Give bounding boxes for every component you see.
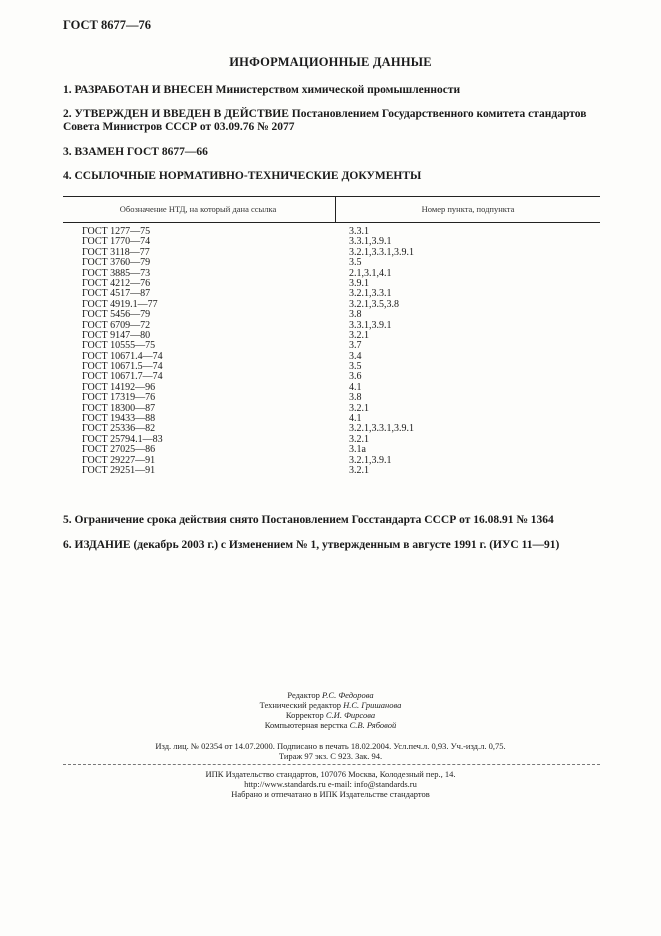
section-number: 6. bbox=[63, 539, 72, 551]
clause-ref: 3.4 bbox=[349, 350, 362, 362]
section-lead: ИЗДАНИЕ bbox=[74, 539, 131, 551]
doc-ref: ГОСТ 10671.7—74 bbox=[82, 371, 163, 383]
publisher-line: http://www.standards.ru e-mail: info@standards.ru bbox=[244, 779, 417, 789]
doc-ref: ГОСТ 3885—73 bbox=[82, 267, 151, 279]
section-lead: РАЗРАБОТАН И ВНЕСЕН bbox=[74, 84, 213, 96]
doc-ref: ГОСТ 17319—76 bbox=[82, 392, 156, 404]
doc-ref: ГОСТ 14192—96 bbox=[82, 381, 156, 393]
doc-ref: ГОСТ 29227—91 bbox=[82, 454, 156, 466]
clause-ref: 3.9.1 bbox=[349, 277, 369, 289]
document-header: ГОСТ 8677—76 bbox=[63, 18, 152, 32]
clause-ref: 3.2.1,3.3.1,3.9.1 bbox=[349, 423, 414, 435]
doc-ref: ГОСТ 19433—88 bbox=[82, 413, 156, 425]
credit-label: Корректор bbox=[285, 710, 324, 720]
clause-ref: 3.2.1 bbox=[349, 402, 369, 414]
clause-ref: 3.8 bbox=[349, 392, 362, 404]
clause-ref: 4.1 bbox=[349, 381, 362, 393]
table-row bbox=[0, 310, 661, 320]
section-4 bbox=[63, 170, 601, 183]
table-top-rule bbox=[63, 196, 600, 197]
doc-ref: ГОСТ 3760—79 bbox=[82, 257, 151, 269]
section-number: 2. bbox=[63, 108, 72, 120]
publisher-info bbox=[0, 769, 661, 799]
doc-ref: ГОСТ 4919.1—77 bbox=[82, 298, 158, 310]
clause-ref: 3.2.1,3.3.1,3.9.1 bbox=[349, 246, 414, 258]
clause-ref: 3.5 bbox=[349, 361, 362, 373]
table-row bbox=[0, 466, 661, 476]
doc-ref: ГОСТ 25336—82 bbox=[82, 423, 156, 435]
clause-ref: 3.5 bbox=[349, 257, 362, 269]
clause-ref: 3.2.1,3.5,3.8 bbox=[349, 298, 399, 310]
table-row bbox=[0, 258, 661, 268]
page-title: ИНФОРМАЦИОННЫЕ ДАННЫЕ bbox=[229, 55, 432, 69]
doc-ref: ГОСТ 3118—77 bbox=[82, 246, 150, 258]
doc-ref: ГОСТ 5456—79 bbox=[82, 309, 151, 321]
doc-ref: ГОСТ 9147—80 bbox=[82, 329, 151, 341]
doc-ref: ГОСТ 10671.4—74 bbox=[82, 350, 163, 362]
clause-ref: 3.2.1,3.3.1 bbox=[349, 288, 392, 300]
reference-table bbox=[0, 227, 661, 476]
section-text: (декабрь 2003 г.) с Изменением № 1, утвержденным в августе 1991 г. (ИУС 11—91) bbox=[133, 539, 560, 551]
section-1 bbox=[63, 84, 601, 97]
doc-ref: ГОСТ 6709—72 bbox=[82, 319, 151, 331]
doc-ref: ГОСТ 10671.5—74 bbox=[82, 361, 163, 373]
clause-ref: 3.2.1 bbox=[349, 433, 369, 445]
section-text: Ограничение срока действия снято Постановлением Госстандарта СССР от 16.08.91 № 1364 bbox=[74, 514, 554, 526]
publication-line: Тираж 97 экз. С 923. Зак. 94. bbox=[278, 751, 383, 761]
credit-name: Н.С. Гришанова bbox=[343, 700, 402, 710]
clause-ref: 3.7 bbox=[349, 340, 362, 352]
publisher-line: Набрано и отпечатано в ИПК Издательстве стандартов bbox=[231, 789, 430, 799]
doc-ref: ГОСТ 25794.1—83 bbox=[82, 433, 163, 445]
doc-ref: ГОСТ 10555—75 bbox=[82, 340, 156, 352]
credit-label: Технический редактор bbox=[259, 700, 341, 710]
section-number: 1. bbox=[63, 84, 72, 96]
table-header-clause: Номер пункта, подпункта bbox=[421, 204, 515, 214]
clause-ref: 3.2.1 bbox=[349, 464, 369, 476]
publication-details bbox=[0, 741, 661, 761]
section-number: 4. bbox=[63, 170, 72, 182]
doc-ref: ГОСТ 27025—86 bbox=[82, 444, 156, 456]
section-lead: УТВЕРЖДЕН И ВВЕДЕН В ДЕЙСТВИЕ bbox=[74, 108, 289, 120]
section-lead: ВЗАМЕН ГОСТ 8677—66 bbox=[74, 146, 208, 158]
doc-ref: ГОСТ 1770—74 bbox=[82, 236, 151, 248]
doc-ref: ГОСТ 4212—76 bbox=[82, 277, 151, 289]
clause-ref: 3.3.1,3.9.1 bbox=[349, 319, 392, 331]
clause-ref: 3.3.1,3.9.1 bbox=[349, 236, 392, 248]
clause-ref: 3.6 bbox=[349, 371, 362, 383]
credit-name: Р.С. Федорова bbox=[321, 690, 374, 700]
section-lead: ССЫЛОЧНЫЕ НОРМАТИВНО-ТЕХНИЧЕСКИЕ ДОКУМЕНТЫ bbox=[74, 170, 422, 182]
clause-ref: 3.3.1 bbox=[349, 226, 369, 237]
doc-ref: ГОСТ 1277—75 bbox=[82, 226, 151, 237]
section-number: 3. bbox=[63, 146, 72, 158]
credit-name: С.В. Рябовой bbox=[349, 720, 397, 730]
clause-ref: 3.2.1 bbox=[349, 329, 369, 341]
credit-label: Редактор bbox=[287, 690, 320, 700]
credit-label: Компьютерная верстка bbox=[264, 720, 348, 730]
section-2 bbox=[63, 108, 601, 134]
imprint-credits bbox=[0, 690, 661, 730]
section-text: Министерством химической промышленности bbox=[215, 84, 461, 96]
section-number: 5. bbox=[63, 514, 72, 526]
publisher-line: ИПК Издательство стандартов, 107076 Москва, Колодезный пер., 14. bbox=[205, 769, 456, 779]
clause-ref: 2.1,3.1,4.1 bbox=[349, 267, 392, 279]
section-5 bbox=[63, 514, 601, 527]
doc-ref: ГОСТ 4517—87 bbox=[82, 288, 151, 300]
section-6 bbox=[63, 539, 601, 552]
table-header-document: Обозначение НТД, на который дана ссылка bbox=[119, 204, 277, 214]
clause-ref: 3.2.1,3.9.1 bbox=[349, 454, 392, 466]
imprint-divider bbox=[63, 764, 600, 765]
clause-ref: 3.1а bbox=[349, 444, 366, 456]
clause-ref: 4.1 bbox=[349, 413, 362, 425]
table-header-rule bbox=[63, 222, 600, 223]
section-3 bbox=[63, 146, 601, 159]
credit-name: С.И. Фирсова bbox=[325, 710, 376, 720]
publication-line: Изд. лиц. № 02354 от 14.07.2000. Подписано в печать 18.02.2004. Усл.печ.л. 0,93. Уч.-изд.л. 0,75. bbox=[155, 741, 506, 751]
doc-ref: ГОСТ 29251—91 bbox=[82, 464, 156, 476]
doc-ref: ГОСТ 18300—87 bbox=[82, 402, 156, 414]
section-text: Постановлением Государственного комитета стандартов Совета Министров СССР от 03.09.76 № 2077 bbox=[63, 108, 587, 133]
clause-ref: 3.8 bbox=[349, 309, 362, 321]
